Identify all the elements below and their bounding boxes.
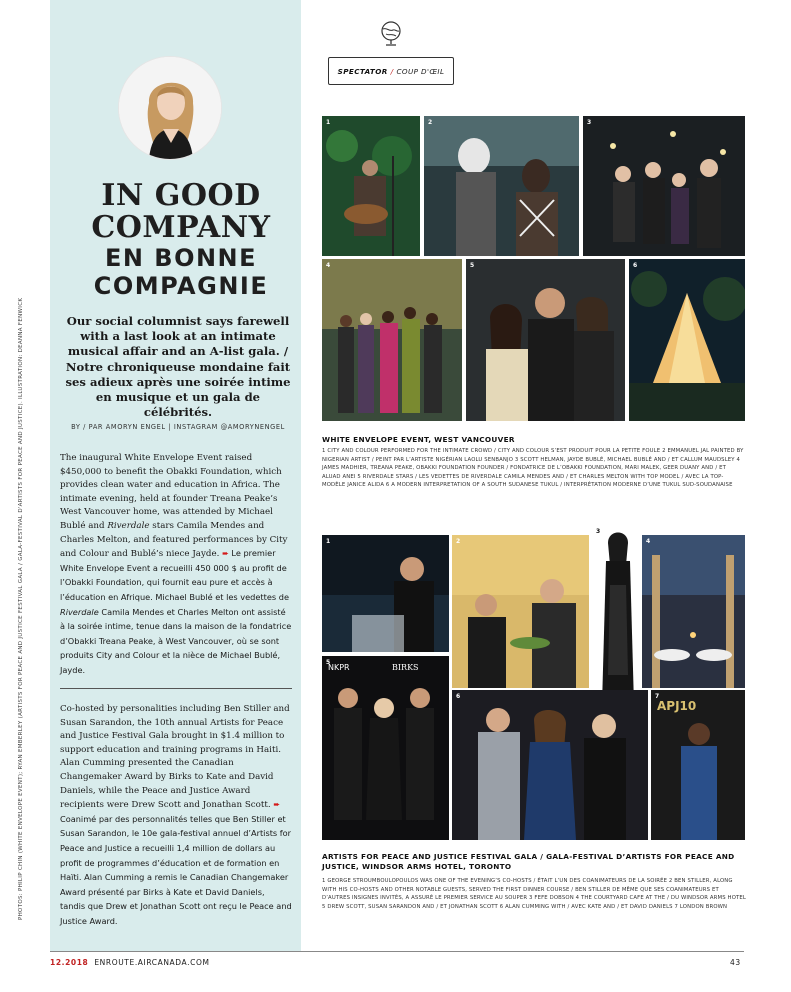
photo-credit: PHOTOS: PHILIP CHIN (WHITE ENVELOPE EVENT); RYAN EMBERLEY (ARTISTS FOR PEACE AND JUSTICE FESTIVAL GALA / GALA-FESTIVAL D'ARTISTS FOR PEACE AND JUSTICE). ILLUSTRATION: DEANNA FENWICK [18, 297, 24, 920]
byline: BY / PAR AMORYN ENGEL | INSTAGRAM @AMORYNENGEL [71, 423, 285, 431]
columnist-portrait [118, 56, 222, 160]
article-body-2: Co-hosted by personalities including Ben Stiller and Susan Sarandon, the 10th annual Artists for Peace and Justice Festival Gala brought in $1.4 million to support education and training programs in Haiti. Alan Cumming presented the Canadian Changemaker Award by Birks to Kate and David Daniels, while the Peace and Justice Award recipients were Drew Scott and Jonathan Scott. ➨ Coanimé par des personnalités telles que Ben Stiller et Susan Sarandon, le 10e gala-festival annuel d’Artists for Peace and Justice a recueilli 1,4 million de dollars au profit de programmes d’éducation et de formation en Haïti. Alan Cumming a remis le Canadian Changemaker Award présenté par Birks à Kate et David Daniels, tandis que Drew et Jonathan Scott ont reçu le Peace and Justice Award. [60, 704, 292, 926]
photo-city-and-colour: 1 [322, 116, 420, 256]
headline-english: IN GOOD COMPANY [91, 178, 271, 245]
birks-sign: BIRKS [392, 663, 419, 672]
photo-body-painting: 2 [424, 116, 579, 256]
photo-riverdale-stars: 5 [466, 259, 625, 421]
photo-stroumboulopoulos: 1 [322, 535, 449, 652]
photo-alan-cumming: 6 [452, 690, 648, 840]
apj-sign: APJ10 [657, 699, 697, 713]
headline-french: EN BONNE COMPAGNIE [93, 244, 269, 300]
photo-tukul: 6 [629, 259, 745, 421]
photo-scott-sarandon: NKPR BIRKS 5 [322, 656, 449, 840]
event1-title: WHITE ENVELOPE EVENT, WEST VANCOUVER [322, 435, 515, 444]
footer-rule [50, 951, 744, 952]
footer-left: 12.2018 ENROUTE.AIRCANADA.COM [50, 958, 210, 967]
footer-site: ENROUTE.AIRCANADA.COM [94, 958, 210, 967]
event2-caption: 1 GEORGE STROUMBOULOPOULOS WAS ONE OF THE EVENING’S CO-HOSTS / ÉTAIT L’UN DES COANIMATEURS DE LA SOIRÉE 2 BEN STILLER, ALONG WITH HIS CO-HOSTS AND OTHER NOTABLE GUESTS, SERVED THE FIRST DINNER COURSE / BEN STILLER DE MÊME QUE SES COANIMATEURS ET D’AUTRES INSIGNES INVITÉS, A ASSURÉ LE PREMIER SERVICE AU SOUPER 3 FEFE DOBSON 4 THE COURTYARD CAFE AT THE / DU WINDSOR ARMS HOTEL 5 DREW SCOTT, SUSAN SARANDON AND / ET JONATHAN SCOTT 6 ALAN CUMMING WITH / AVEC KATE AND / ET DAVID DANIELS 7 LONDON BROWN [322, 878, 746, 910]
page-number: 43 [730, 958, 741, 967]
nkpr-sign: NKPR [328, 663, 350, 672]
photo-group-bubles: 3 [583, 116, 745, 256]
event1-caption: 1 CITY AND COLOUR PERFORMED FOR THE INTIMATE CROWD / CITY AND COLOUR S’EST PRODUIT POUR LA PETITE FOULE 2 EMMANUEL JAL PAINTED BY NIGERIAN ARTIST / PEINT PAR L’ARTISTE NIGÉRIAN LAOLU SENBANJO 3 SCOTT HELMAN, JAYDE BUBLÉ, MICHAEL BUBLÉ AND / ET CALLUM MAUDSLEY 4 JAMES MADHIER, TREANA PEAKE, OBAKKI FOUNDATION FOUNDER / FONDATRICE DE L’OBAKKI FOUNDATION, MARI MALEK, GEER DUANY AND / ET ALUAD ANEI 5 RIVERDALE STARS / LES VEDETTES DE RIVERDALE CAMILA MENDES AND / ET CHARLES MELTON WITH TOP MODEL / AVEC LA TOP-MODÈLE JANICE ALIDA 6 A MODERN INTERPRETATION OF A SOUTH SUDANESE TUKUL / INTERPRÉTATION MODERNE D’UNE TUKUL SUD-SOUDANAISE [322, 448, 744, 489]
department-label: SPECTATOR / COUP D'ŒIL [328, 57, 454, 85]
article-body-1: The inaugural White Envelope Event raised $450,000 to benefit the Obakki Foundation, which provides clean water and education in Africa. The intimate evening, held at founder Treana Peake’s West Vancouver home, was attended by Michael Bublé and Riverdale stars Camila Mendes and Charles Melton, and featured performances by City and Colour and Bublé’s niece Jayde. ➨ Le premier White Envelope Event a recueilli 450 000 $ au profit de l’Obakki Foundation, qui fournit eau pure et accès à l’éducation en Afrique. Michael Bublé et les vedettes de Riverdale Camila Mendes et Charles Melton ont assisté à la soirée intime, tenue dans la maison de la fondatrice d’Obakki Treana Peake, à West Vancouver, où se sont produits City and Colour et la nièce de Michael Bublé, Jayde. [60, 453, 292, 675]
dek: Our social columnist says farewell with a last look at an intimate musical affair and an A-list gala. / Notre chroniqueuse mondaine fait ses adieux après une soirée intime en musique et un gala de célébrités. [65, 314, 291, 420]
globe-icon [377, 20, 405, 48]
photo-fefe-dobson: 3 [592, 525, 644, 710]
photo-courtyard-cafe: 4 [642, 535, 745, 688]
event2-title: ARTISTS FOR PEACE AND JUSTICE FESTIVAL GALA / GALA-FESTIVAL D’ARTISTS FOR PEACE AND JUSTICE, WINDSOR ARMS HOTEL, TORONTO [322, 852, 735, 871]
photo-london-brown: APJ10 7 [651, 690, 745, 840]
photo-obakki-founders: 4 [322, 259, 462, 421]
divider [60, 688, 292, 689]
red-arrow-icon: ➨ [222, 549, 229, 559]
red-arrow-icon: ➨ [273, 800, 281, 810]
photo-ben-stiller: 2 [452, 535, 589, 688]
